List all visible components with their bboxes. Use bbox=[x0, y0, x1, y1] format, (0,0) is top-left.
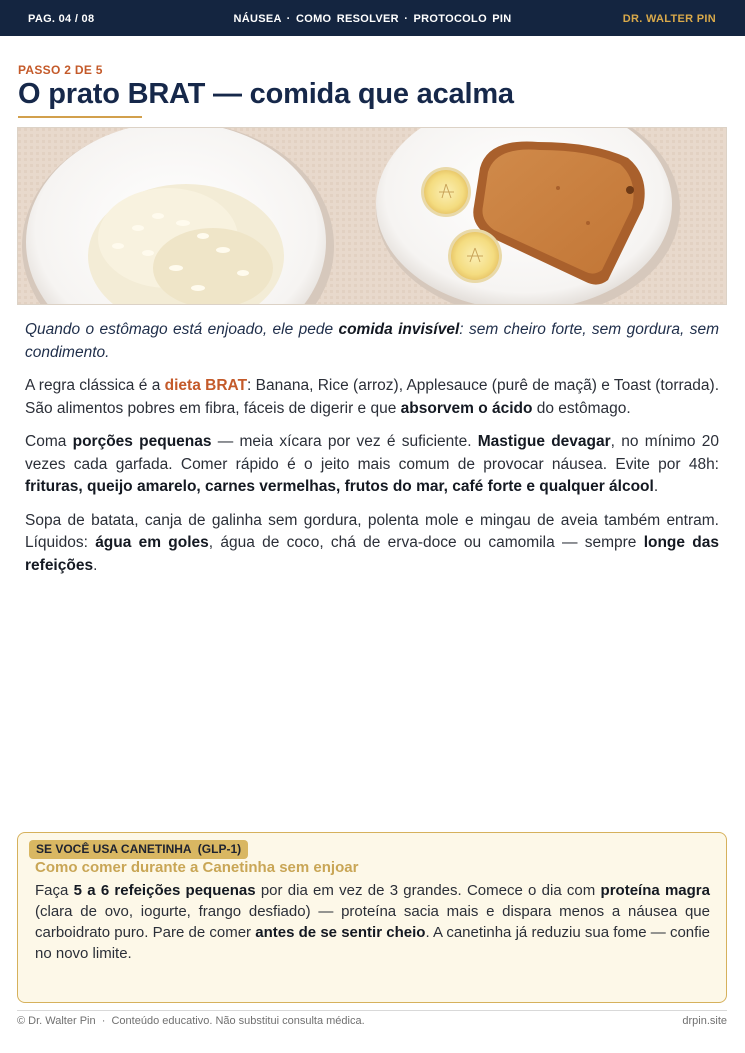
avoid-list: frituras, queijo amarelo, carnes vermelhas, frutos do mar, café forte e qualquer álcool bbox=[25, 478, 654, 495]
banana-slice-2 bbox=[448, 229, 502, 283]
title-underline bbox=[18, 116, 142, 118]
footer-divider bbox=[17, 1010, 727, 1011]
lead-text-end: : sem cheiro forte, sem gordura, sem condimento. bbox=[25, 321, 719, 361]
food-photo bbox=[17, 127, 727, 305]
liquids-emphasis: água em goles bbox=[95, 534, 209, 551]
callout-text-c: por dia em vez de 3 grandes. Comece o dia com bbox=[255, 882, 601, 899]
top-bar bbox=[0, 0, 745, 36]
liquids-paragraph bbox=[25, 510, 719, 578]
callout-emphasis-protein: proteína magra bbox=[600, 882, 710, 899]
section-title: NÁUSEA · COMO RESOLVER · PROTOCOLO PIN bbox=[233, 13, 512, 25]
liquids-emphasis-2: longe das refeições bbox=[25, 534, 719, 574]
liquids-text-end: . bbox=[93, 556, 98, 574]
liquids-text: Sopa de batata, canja de galinha sem gordura, polenta mole e mingau de aveia também entram. Líquidos: bbox=[25, 511, 719, 551]
liquids-text-mid: , água de coco, chá de erva-doce ou camomila — sempre bbox=[208, 534, 644, 551]
callout-text bbox=[35, 880, 710, 964]
brat-plate-illustration bbox=[18, 128, 727, 305]
footer-site: drpin.site bbox=[682, 1015, 727, 1027]
callout-text-e: (clara de ovo, iogurte, frango desfiado) — proteína sacia mais e dispara menos a náusea que carboidrato puro. Pare de comer bbox=[35, 903, 710, 941]
callout-text-g: . A canetinha já reduziu sua fome — confie no novo limite. bbox=[35, 924, 710, 962]
glp1-callout bbox=[17, 832, 727, 1003]
portions-emphasis: porções pequenas bbox=[72, 433, 212, 450]
portions-paragraph bbox=[25, 431, 719, 499]
brat-text-end: do estômago. bbox=[532, 399, 631, 417]
brat-emphasis: absorvem o ácido bbox=[400, 399, 533, 417]
callout-text-a: Faça bbox=[35, 882, 74, 899]
banana-slice-1 bbox=[421, 167, 471, 217]
chew-emphasis: Mastigue devagar bbox=[477, 433, 611, 450]
brat-text-mid: : Banana, Rice (arroz), Applesauce (purê de maçã) e Toast (torrada). São alimentos pobres em fibra, fáceis de digerir e que bbox=[25, 377, 719, 417]
step-label: PASSO 2 DE 5 bbox=[18, 63, 103, 77]
callout-subtitle: Como comer durante a Canetinha sem enjoar bbox=[35, 859, 359, 876]
lead-text: Quando o estômago está enjoado, ele pede bbox=[25, 321, 339, 338]
portions-text-mid: — meia xícara por vez é suficiente. bbox=[211, 433, 478, 450]
brat-paragraph bbox=[25, 375, 719, 420]
portions-text: Coma bbox=[25, 433, 73, 450]
brat-text: A regra clássica é a bbox=[25, 377, 165, 394]
portions-text-mid2: , no mínimo 20 vezes cada garfada. Comer rápido é o jeito mais comum de provocar náusea. Evite por 48h: bbox=[25, 433, 720, 473]
page-title: O prato BRAT — comida que acalma bbox=[18, 78, 514, 110]
brat-highlight: dieta BRAT bbox=[164, 377, 248, 394]
callout-emphasis-stop: antes de se sentir cheio bbox=[255, 924, 426, 941]
lead-paragraph bbox=[25, 319, 719, 364]
author-name: DR. WALTER PIN bbox=[622, 13, 716, 25]
lead-emphasis: comida invisível bbox=[338, 321, 460, 338]
callout-emphasis-meals: 5 a 6 refeições pequenas bbox=[73, 882, 256, 899]
callout-tag: SE VOCÊ USA CANETINHA (GLP-1) bbox=[29, 840, 248, 859]
portions-text-end: . bbox=[653, 478, 659, 495]
body-text bbox=[25, 319, 719, 588]
page-number: PAG. 04 / 08 bbox=[28, 13, 95, 25]
footer-disclaimer: © Dr. Walter Pin · Conteúdo educativo. Não substitui consulta médica. bbox=[17, 1015, 365, 1027]
